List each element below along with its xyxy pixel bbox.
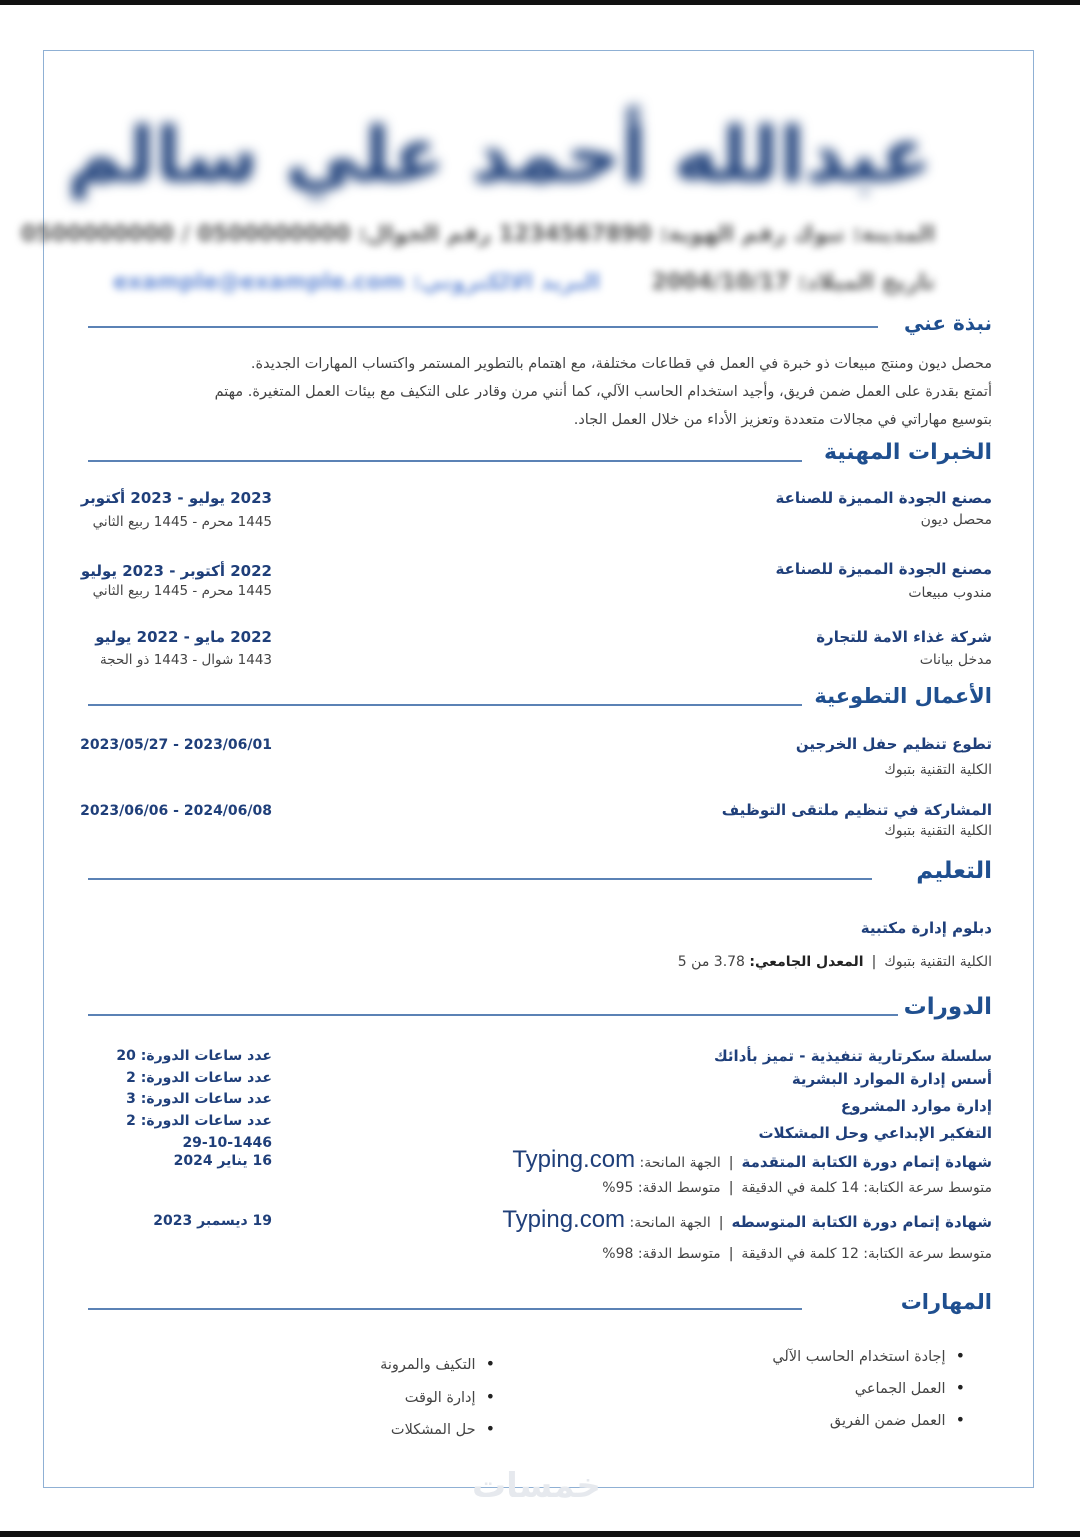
about-title: نبذة عني (903, 311, 992, 335)
course-hours: عدد ساعات الدورة: 3 (126, 1091, 272, 1107)
course-hours: عدد ساعات الدورة: 2 (126, 1113, 272, 1129)
certificate-advanced-stats (602, 1180, 992, 1196)
job-role: مندوب مبيعات (908, 585, 992, 601)
education-details (678, 954, 992, 970)
watermark-logo: خمسات (472, 1466, 601, 1506)
volunteer-divider (88, 704, 802, 706)
certificate-advanced (512, 1146, 992, 1174)
volunteer-item-date: 2024/06/08 - 2023/06/06 (80, 803, 272, 819)
job-date: 2022 أكتوبر - 2023 يوليو (80, 562, 272, 580)
job-role: محصل ديون (920, 512, 992, 528)
job-company: شركة غذاء الامة للتجارة (816, 628, 992, 646)
gpa-label: المعدل الجامعي: (749, 954, 864, 970)
about-line-3: بتوسيع مهاراتي في مجالات متعددة وتعزيز الأداء من خلال العمل الجاد. (573, 412, 992, 428)
courses-title: الدورات (903, 994, 992, 1020)
college-name: الكلية التقنية بتبوك (884, 954, 992, 970)
about-text (88, 350, 992, 434)
skills-title: المهارات (900, 1290, 992, 1314)
job-date-hijri: 1445 محرم - 1445 ربيع الثاني (92, 583, 272, 599)
cert-name: شهادة إتمام دورة الكتابة المتقدمة (741, 1153, 992, 1171)
education-divider (88, 878, 872, 880)
courses-divider (88, 1014, 898, 1016)
skill-item: • العمل ضمن الفريق (830, 1410, 965, 1429)
job-role: مدخل بيانات (919, 652, 992, 668)
degree: دبلوم إدارة مكتبية (860, 919, 992, 937)
job-company: مصنع الجودة المميزة للصناعة (775, 560, 992, 578)
skill-item: • التكيف والمرونة (380, 1354, 495, 1373)
separator: | (728, 1246, 734, 1262)
volunteer-item-title: المشاركة في تنظيم ملتقى التوظيف (721, 801, 992, 819)
course-name: سلسلة سكرتارية تنفيذية - تميز بأدائك (713, 1047, 992, 1065)
email: البريد الالكتروني: example@example.com (112, 270, 600, 295)
job-company: مصنع الجودة المميزة للصناعة (775, 489, 992, 507)
skill-item: • إجادة استخدام الحاسب الآلي (772, 1346, 965, 1365)
job-date: 2022 مايو - 2022 يوليو (95, 628, 272, 646)
cert-date: 19 ديسمبر 2023 (153, 1213, 272, 1229)
typing-accuracy: متوسط الدقة: 95% (602, 1180, 721, 1196)
separator: | (718, 1215, 724, 1231)
course-name: أسس إدارة الموارد البشرية (791, 1070, 992, 1088)
typing-speed: متوسط سرعة الكتابة: 12 كلمة في الدقيقة (741, 1246, 992, 1262)
course-hours: عدد ساعات الدورة: 2 (126, 1070, 272, 1086)
skill-item: • العمل الجماعي (855, 1378, 965, 1397)
experience-title: الخبرات المهنية (823, 440, 992, 465)
certificate-intermediate (502, 1206, 992, 1234)
cert-date: 16 يناير 2024 (173, 1153, 272, 1169)
course-name: التفكير الإبداعي وحل المشكلات (758, 1124, 992, 1142)
course-name: إدارة موارد المشروع (840, 1097, 992, 1115)
volunteer-item-org: الكلية التقنية بتبوك (884, 762, 992, 778)
education-title: التعليم (916, 858, 992, 884)
course-hijri-date: 29-10-1446 (182, 1135, 272, 1151)
typing-speed: متوسط سرعة الكتابة: 14 كلمة في الدقيقة (741, 1180, 992, 1196)
separator: | (728, 1155, 734, 1171)
volunteer-item-org: الكلية التقنية بتبوك (884, 823, 992, 839)
top-border (0, 0, 1080, 5)
candidate-name: عبدالله أحمد علي سالم (67, 110, 932, 199)
about-line-2: أتمتع بقدرة على العمل ضمن فريق، وأجيد استخدام الحاسب الآلي، كما أنني مرن وقادر على التكيف مع بيئات العمل المتغيرة. مهتم (214, 384, 992, 400)
gpa-value: 3.78 من 5 (677, 954, 745, 970)
issuer-label: الجهة المانحة: (629, 1215, 711, 1231)
job-date-hijri: 1445 محرم - 1445 ربيع الثاني (92, 514, 272, 530)
about-line-1: محصل ديون ومنتج مبيعات ذو خبرة في العمل في قطاعات مختلفة، مع اهتمام بالتطوير المستمر واكتساب المهارات الجديدة. (250, 356, 992, 372)
skill-item: • إدارة الوقت (405, 1387, 495, 1406)
job-date: 2023 يوليو - 2023 أكتوبر (80, 489, 272, 507)
separator: | (728, 1180, 734, 1196)
volunteer-item-title: تطوع تنظيم حفل الخرجين (795, 735, 992, 753)
issuer-label: الجهة المانحة: (639, 1155, 721, 1171)
experience-divider (88, 460, 802, 462)
separator: | (871, 954, 877, 970)
cert-name: شهادة إتمام دورة الكتابة المتوسطه (731, 1213, 992, 1231)
volunteer-item-date: 2023/06/01 - 2023/05/27 (80, 737, 272, 753)
skills-divider (88, 1308, 802, 1310)
job-date-hijri: 1443 شوال - 1443 ذو الحجة (100, 652, 272, 668)
issuer-name: Typing.com (512, 1146, 636, 1173)
birth-date: تاريخ الميلاد: 2004/10/17 (651, 270, 935, 295)
bottom-border (0, 1531, 1080, 1537)
typing-accuracy: متوسط الدقة: 98% (602, 1246, 721, 1262)
skill-item: • حل المشكلات (391, 1419, 495, 1438)
issuer-name: Typing.com (502, 1206, 626, 1233)
certificate-intermediate-stats (602, 1246, 992, 1262)
about-divider (88, 326, 878, 328)
volunteer-title: الأعمال التطوعية (814, 684, 992, 708)
course-hours: عدد ساعات الدورة: 20 (116, 1048, 272, 1064)
contact-line-1: المدينة: تبوك رقم الهوية: 1234567890 رقم الجوال: 0500000000 / 0500000000 (20, 222, 935, 247)
